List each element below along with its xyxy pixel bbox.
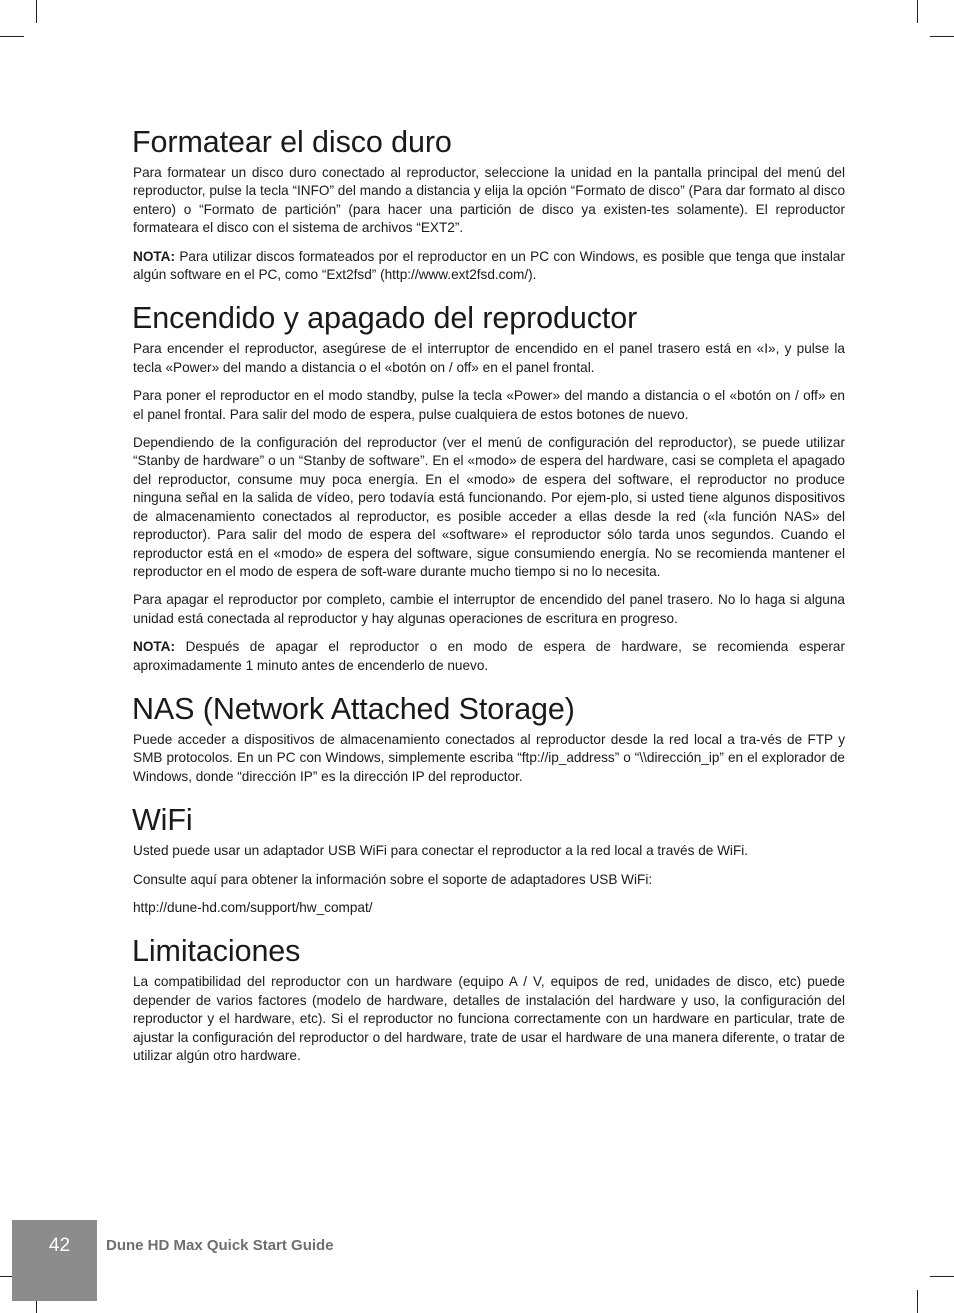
paragraph: Para encender el reproductor, asegúrese de el interruptor de encendido en el panel trasero está en «I», y pulse la tecla «Power» del mando a distancia o el «botón on / off» en el panel frontal. [133, 341, 845, 375]
section-title: Encendido y apagado del reproductor [132, 301, 638, 336]
section-title: WiFi [132, 803, 193, 838]
crop-mark-top-right-v [917, 0, 918, 23]
note-paragraph [133, 638, 845, 675]
compat-link: http://dune-hd.com/support/hw_compat/ [133, 899, 373, 915]
page-number: 42 [48, 1235, 71, 1256]
paragraph: Para apagar el reproductor por completo, cambie el interruptor de encendido del panel trasero. No lo haga si alguna unidad está conectada al reproductor y hay algunas operaciones de escritura en progreso. [133, 592, 845, 626]
paragraph: Para poner el reproductor en el modo standby, pulse la tecla «Power» del mando a distancia o el «botón on / off» en el panel frontal. Para salir del modo de espera, pulse cualquiera de estos botones de nuevo. [133, 388, 845, 422]
section-title: Limitaciones [132, 934, 301, 969]
crop-mark-bottom-right-h [930, 1276, 954, 1277]
section-title: Formatear el disco duro [132, 125, 452, 159]
paragraph: Consulte aquí para obtener la información sobre el soporte de adaptadores USB WiFi: [133, 871, 653, 887]
paragraph: Para formatear un disco duro conectado al reproductor, seleccione la unidad en la pantalla principal del menú del reproductor, pulse la tecla “INFO” del mando a distancia y elija la opción “Formato de disco” (Para dar formato al disco entero) o “Formato de partición” (para hacer una partición de disco ya existen-tes solamente). El reproductor formateara el disco con el sistema de archivos “EXT2”. [133, 165, 845, 236]
section-title: NAS (Network Attached Storage) [132, 691, 575, 726]
section-nas [133, 691, 845, 786]
note-text: Para utilizar discos formateados por el reproductor en un PC con Windows, es posible que tenga que instalar algún software en el PC, como “Ext2fsd” (http://www.ext2fsd.com/). [133, 248, 845, 283]
note-paragraph [133, 248, 845, 285]
paragraph: Usted puede usar un adaptador USB WiFi para conectar el reproductor a la red local a través de WiFi. [133, 843, 749, 859]
section-wifi [133, 802, 845, 917]
crop-mark-top-left-v [36, 0, 37, 23]
paragraph: Dependiendo de la configuración del reproductor (ver el menú de configuración del reproductor), se puede utilizar “Stanby de hardware” o un “Stanby de software”. En el «modo» de espera del hardware, casi se completa el apagado del reproductor, consume muy poca energía. En el «modo» de espera del software, el reproductor no produce ninguna señal en la salida de vídeo, pero todavía está funcionando. Por ejem-plo, si usted tiene algunos dispositivos de almacenamiento conectados al reproductor, es posible acceder a ellas desde la red («la función NAS» del reproductor). Para salir del modo de espera del «software» el reproductor sólo tarda unos segundos. Cuando el reproductor está en el «modo» de espera del software, sigue consumiendo energía. No se recomienda mantener el reproductor en el modo de espera de soft-ware durante mucho tiempo si no lo necesita. [133, 435, 845, 579]
section-limitations [133, 933, 845, 1065]
crop-mark-top-right-h [930, 36, 954, 37]
page-number-box [12, 1220, 97, 1301]
section-power-on-off [133, 300, 845, 675]
paragraph: Puede acceder a dispositivos de almacenamiento conectados al reproductor desde la red local a tra-vés de FTP y SMB protocolos. En un PC con Windows, simplemente escriba “ftp://ip_address” o “\\dirección_ip” en el explorador de Windows, donde “dirección IP” es la dirección IP del reproductor. [133, 731, 845, 784]
crop-mark-bottom-right-v [917, 1290, 918, 1313]
crop-mark-top-left-h [0, 36, 24, 37]
note-label: NOTA: [133, 639, 176, 655]
note-label: NOTA: [133, 248, 176, 264]
page-content [133, 124, 845, 1075]
note-text: Después de apagar el reproductor o en modo de espera de hardware, se recomienda esperar aproximadamente 1 minuto antes de encenderlo de nuevo. [133, 639, 845, 673]
section-format-disk [133, 124, 845, 284]
paragraph: La compatibilidad del reproductor con un hardware (equipo A / V, equipos de red, unidades de disco, etc) puede depender de varios factores (modelo de hardware, detalles de instalación del hardware y uso, la configuración del reproductor y el hardware, etc). Si el reproductor no funciona correctamente con un hardware en particular, trate de ajustar la configuración del reproductor o del hardware, trate de usar el hardware de una manera diferente, o tratar de utilizar algún otro hardware. [133, 974, 845, 1063]
guide-title: Dune HD Max Quick Start Guide [106, 1237, 334, 1254]
